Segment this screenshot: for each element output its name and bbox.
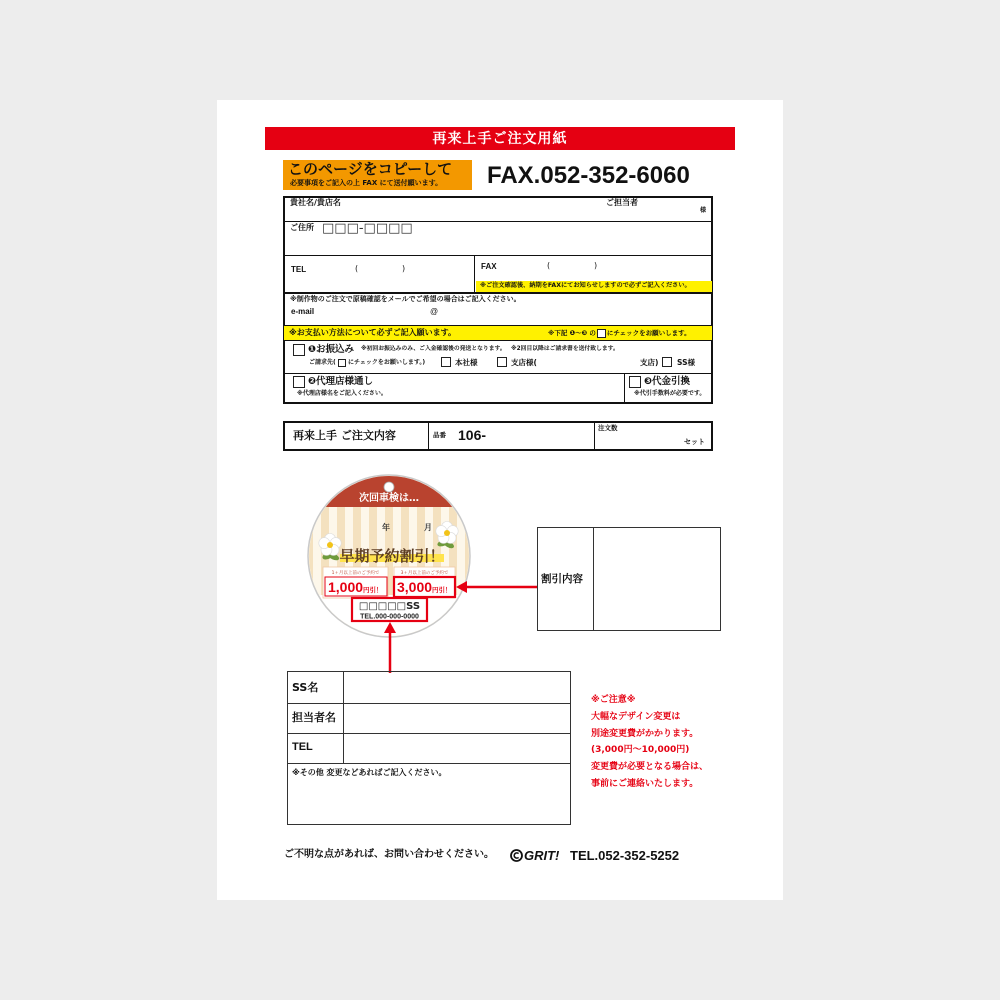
bank-transfer-label: ❶お振込み — [308, 344, 355, 355]
postal-code-boxes: □□□-□□□□ — [322, 221, 413, 236]
bank-transfer-checkbox — [293, 344, 305, 356]
column-divider — [624, 373, 625, 404]
inquiry-text: ご不明な点があれば、お問い合わせください。 — [284, 849, 494, 860]
grit-logo: GRIT! — [524, 848, 560, 863]
tag-shop-name: □□□□□SS — [358, 601, 421, 612]
caution-line: ※ご注意※ — [591, 695, 636, 705]
fax-paren-open: ( — [547, 261, 551, 270]
branch-label: 支店様( — [511, 358, 537, 367]
offer2-condition: 3ヶ月以上前のご予約で — [400, 571, 449, 576]
column-divider — [593, 527, 594, 631]
head-office-checkbox — [441, 357, 451, 367]
check-instruction — [548, 329, 691, 338]
fax-label: FAX — [481, 262, 497, 271]
footer-tel: TEL.052-352-5252 — [570, 848, 680, 863]
column-divider — [343, 671, 344, 763]
row-divider — [283, 255, 713, 256]
other-changes-note: ※その他 変更などあればご記入ください。 — [292, 768, 447, 777]
tag-shop-tel: TEL.000-000-0000 — [360, 613, 419, 621]
copy-notice-subtitle: 必要事項をご記入の上 FAX にて送付願います。 — [290, 179, 443, 187]
cash-on-delivery-checkbox — [629, 376, 641, 388]
bank-transfer-note-repeat: ※2回目以降はご請求書を送付致します。 — [511, 346, 619, 352]
agency-label: ❷代理店様通し — [308, 376, 374, 387]
tel-paren-open: ( — [355, 264, 359, 273]
billing-label: ご請求先( — [309, 359, 336, 366]
branch-checkbox — [497, 357, 507, 367]
row-divider — [283, 340, 713, 341]
column-divider — [474, 255, 475, 292]
billing-hint-checkbox — [338, 359, 346, 367]
agency-note: ※代理店様名をご記入ください。 — [297, 390, 387, 397]
tag-hole — [384, 482, 394, 492]
check-instruction-prefix: ※下記 ❶～❸ の — [548, 329, 596, 338]
ss-info-table — [287, 671, 571, 825]
quantity-label: 注文数 — [598, 424, 618, 432]
item-code: 106- — [458, 427, 487, 443]
head-office-label: 本社様 — [455, 358, 478, 367]
row-divider — [287, 733, 571, 734]
bank-transfer-note-first: ※初回お振込みのみ、ご入金確認後の発送となります。 — [361, 346, 506, 352]
column-divider — [594, 421, 595, 451]
tag-year: 年 — [382, 523, 390, 532]
tag-header: 次回車検は… — [359, 493, 419, 504]
ss-tel-label: TEL — [292, 741, 313, 753]
caution-line: (3,000円～10,000円) — [591, 745, 690, 756]
ss-name-label: SS名 — [292, 681, 319, 694]
grit-logo-icon — [510, 849, 523, 862]
ss-checkbox — [662, 357, 672, 367]
payment-note: ※お支払い方法について必ずご記入願います。 — [289, 328, 456, 337]
tel-paren-close: ) — [402, 264, 406, 273]
caution-line: 事前にご連絡いたします。 — [591, 778, 699, 789]
fax-number: FAX.052-352-6060 — [487, 162, 690, 189]
form-title: 再来上手ご注文用紙 — [265, 127, 735, 150]
caution-line: 大幅なデザイン変更は — [591, 711, 681, 722]
caution-line: 別途変更費がかかります。 — [591, 728, 699, 739]
offer2-suffix: 円引！ — [432, 587, 452, 594]
caution-line: 変更費が必要となる場合は、 — [591, 762, 709, 773]
caution-note — [591, 692, 708, 793]
honorific: 様 — [700, 207, 707, 214]
copy-notice-title: このページをコピーして — [288, 160, 453, 178]
row-divider — [283, 373, 713, 374]
discount-label: 割引内容 — [541, 573, 583, 585]
arrow-up-icon — [381, 620, 399, 673]
checkbox-sample — [597, 329, 606, 338]
order-content-title: 再来上手 ご注文内容 — [293, 429, 396, 442]
offer2-amount: 3,000 — [397, 579, 433, 595]
fax-paren-close: ) — [594, 261, 598, 270]
email-at-sign: @ — [430, 307, 439, 316]
tag-month: 月 — [424, 523, 432, 532]
contact-label: ご担当者 — [606, 198, 638, 207]
address-label: ご住所 — [290, 223, 314, 232]
offer1-amount: 1,000 — [328, 579, 364, 595]
item-code-label: 品番 — [433, 431, 446, 439]
offer1-suffix: 円引！ — [363, 587, 383, 594]
arrow-left-icon — [452, 578, 538, 596]
branch-suffix: 支店) — [640, 358, 659, 367]
cash-on-delivery-label: ❸代金引換 — [644, 376, 691, 387]
staff-name-label: 担当者名 — [292, 711, 336, 724]
check-instruction-suffix: にチェックをお願いします。 — [606, 329, 691, 338]
quantity-unit: セット — [684, 438, 705, 446]
row-divider — [287, 763, 571, 764]
ss-label: SS様 — [677, 358, 695, 367]
cash-on-delivery-note: ※代引手数料が必要です。 — [634, 390, 706, 397]
agency-checkbox — [293, 376, 305, 388]
offer1-condition: 1ヶ月以上前のご予約で — [331, 571, 380, 576]
row-divider — [283, 292, 713, 294]
billing-hint: にチェックをお願いします。) — [348, 359, 426, 366]
column-divider — [428, 421, 429, 451]
tel-label: TEL — [291, 265, 307, 274]
tag-headline: 早期予約割引！ — [339, 547, 445, 565]
row-divider — [287, 703, 571, 704]
fax-note: ※ご注文確認後、納期をFAXにてお知らせしますので必ずご記入ください。 — [480, 282, 691, 289]
email-note: ※制作物のご注文で原稿確認をメールでご希望の場合はご記入ください。 — [290, 295, 521, 303]
company-label: 貴社名/貴店名 — [290, 198, 341, 207]
email-label: e-mail — [291, 307, 315, 316]
